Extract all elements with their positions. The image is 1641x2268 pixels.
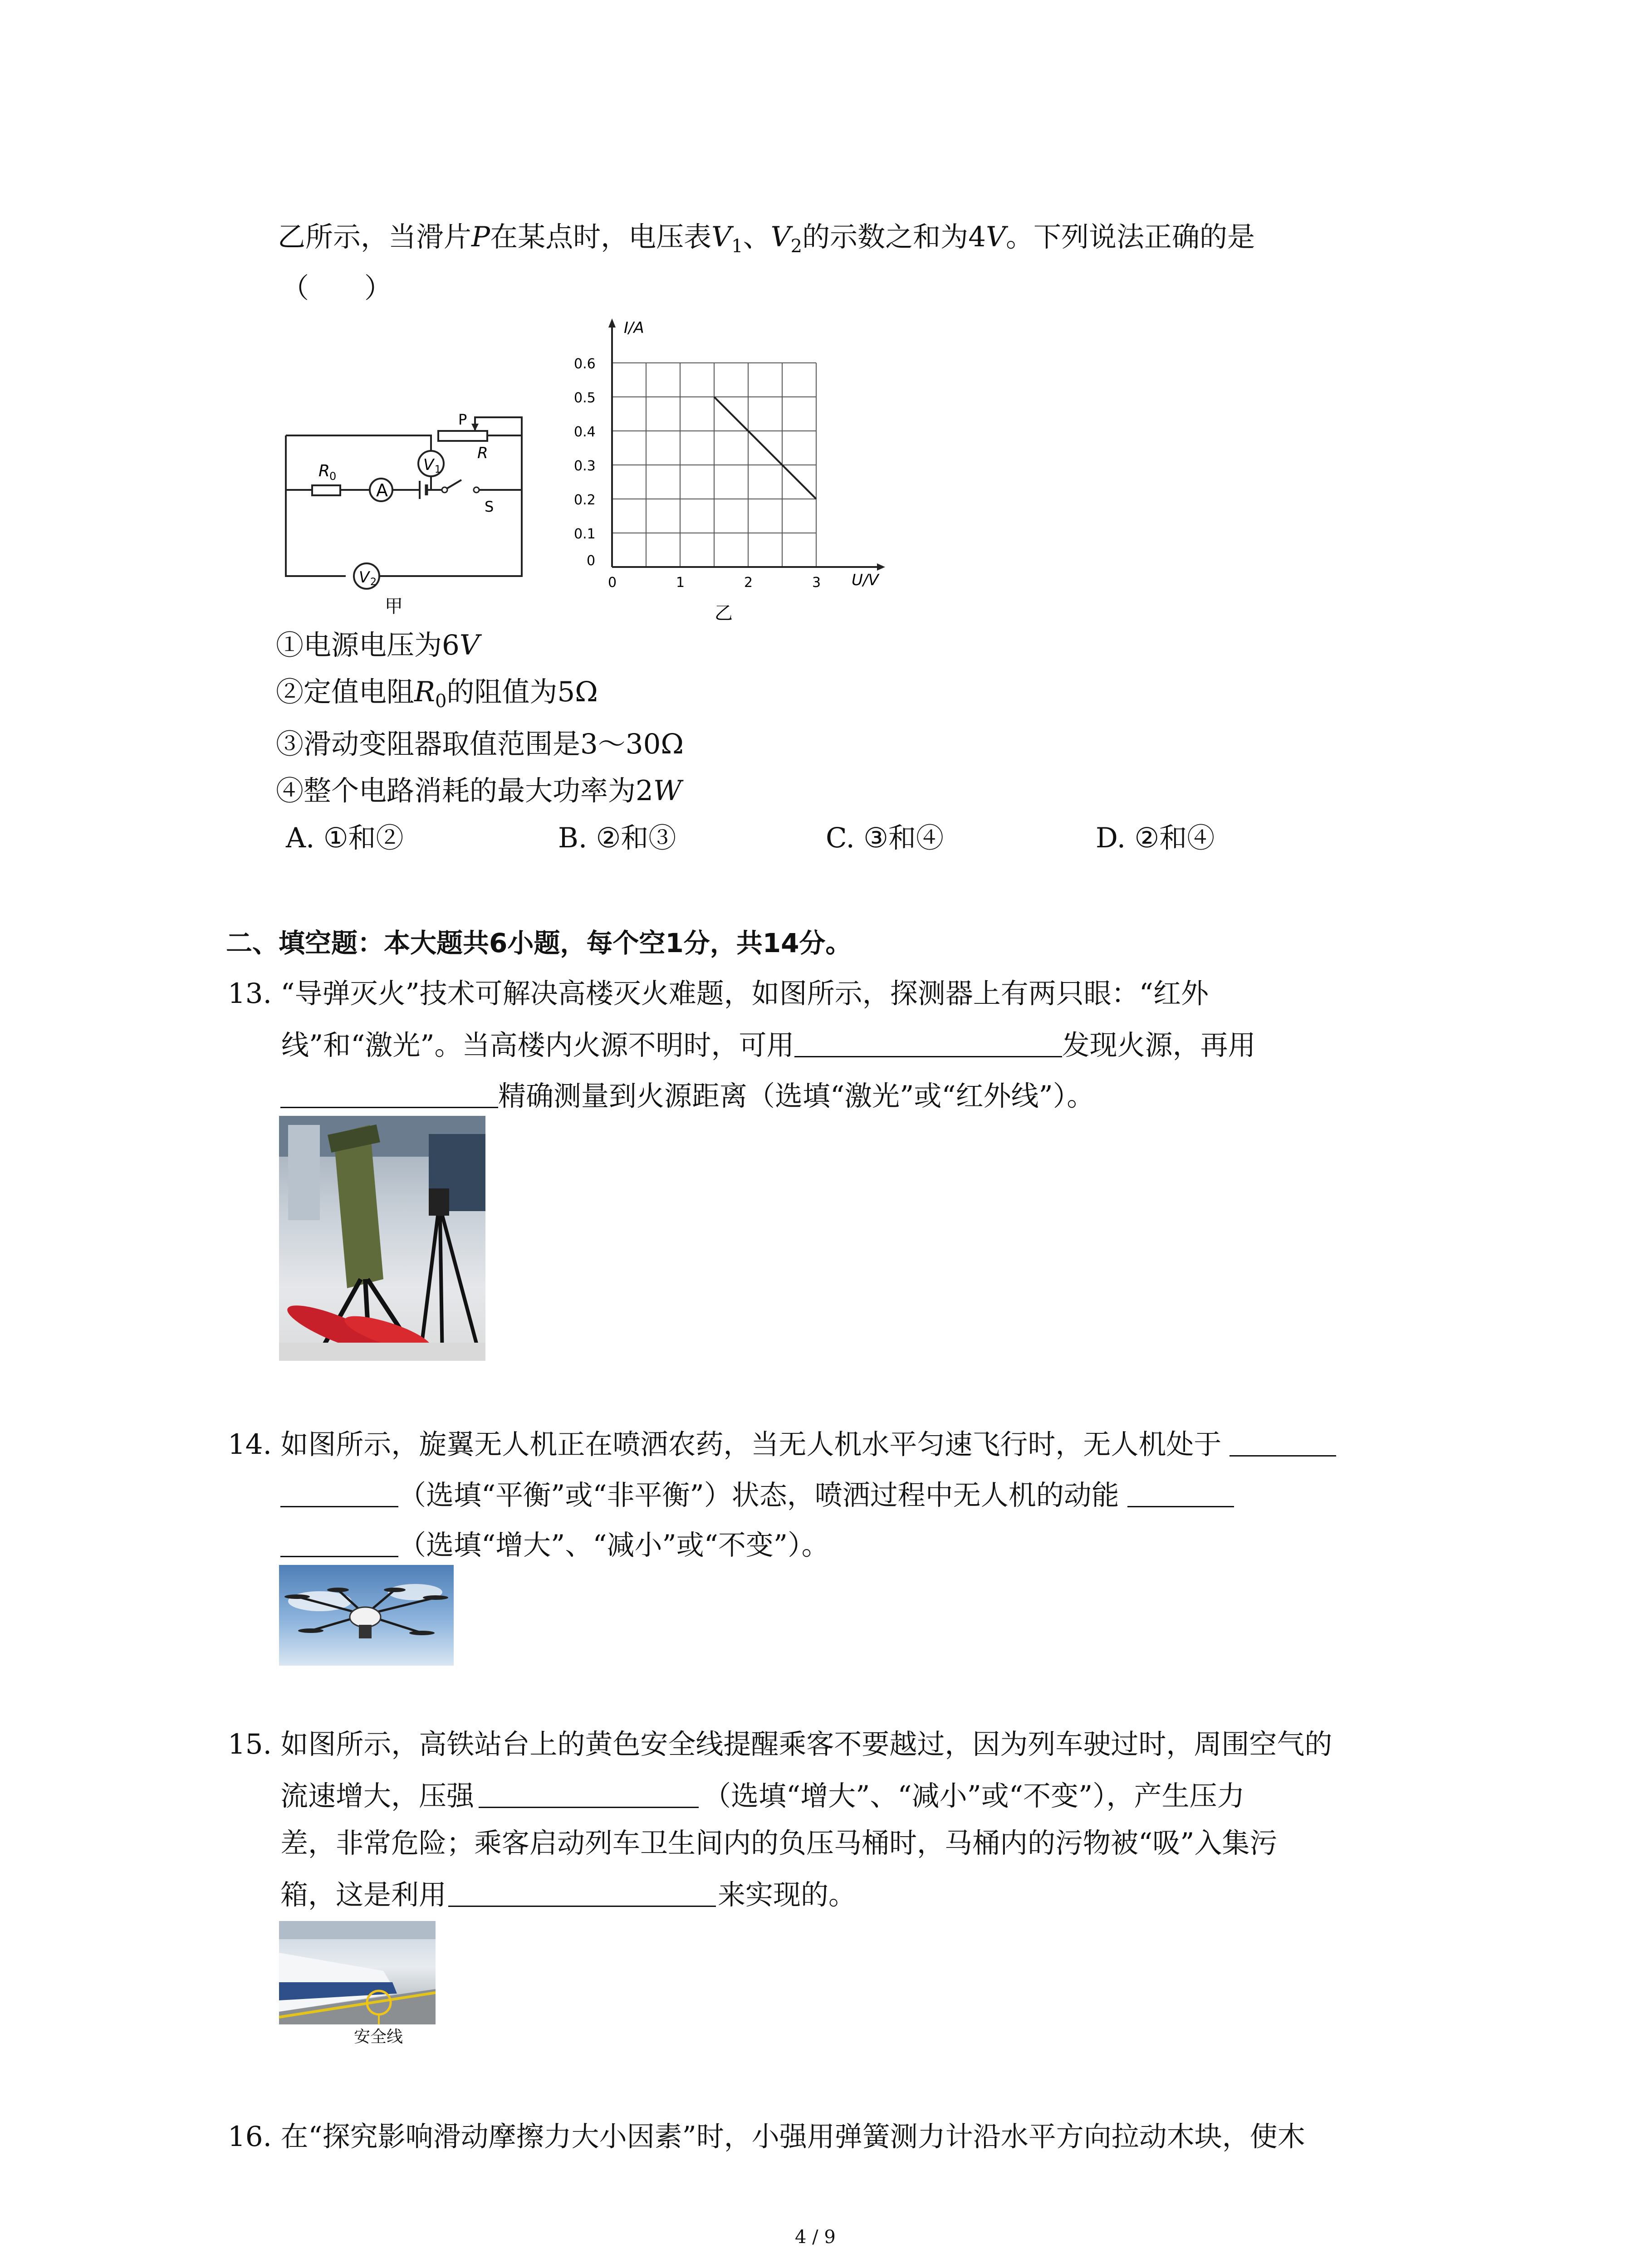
section-2-heading: 二、填空题：本大题共6小题，每个空1分，共14分。 [226,928,852,958]
q14-line-3: （选填“增大”、“减小”或“不变”）。 [280,1530,829,1559]
q15-line-3: 差，非常危险；乘客启动列车卫生间内的负压马桶时，马桶内的污物被“吸”入集污 [280,1827,1278,1859]
q15-blank-2[interactable] [448,1879,716,1907]
statement-3: ③滑动变阻器取值范围是3～30Ω [276,728,684,760]
q14-blank-1b[interactable] [280,1480,398,1507]
slider-p-label: P [458,411,467,428]
v1-sub: 1 [435,464,441,475]
option-a[interactable]: A. ①和② [286,822,404,854]
x-tick-label: 0 [608,575,617,591]
statement-1: ①电源电压为6V [276,629,480,661]
chart-series [714,397,816,499]
x-axis-label: U/V [852,571,879,589]
q15-blank-1[interactable] [479,1780,699,1808]
q13-blank-2[interactable] [280,1080,498,1108]
y-axis-label: I/A [624,319,644,337]
q13-line-2: 线”和“激光”。当高楼内火源不明时，可用 发现火源，再用 [281,1029,1256,1061]
option-b[interactable]: B. ②和③ [558,822,676,854]
v2-sub: 2 [370,577,377,588]
r0-label: R [318,462,330,480]
q16-line-1: 16. 在“探究影响滑动摩擦力大小因素”时，小强用弹簧测力计沿水平方向拉动木块，使木 [228,2121,1305,2153]
y-tick-label: 0.2 [574,492,596,508]
v1-label: V [423,456,434,474]
q14-line-2: （选填“平衡”或“非平衡”）状态，喷洒过程中无人机的动能 [280,1480,1234,1509]
q12-answer-parentheses: （ ） [281,272,392,304]
q15-line-2: 流速增大，压强 （选填“增大”、“减小”或“不变”），产生压力 [280,1780,1245,1812]
option-c[interactable]: C. ③和④ [826,822,944,854]
chart-grid [612,363,816,567]
figure-yi-label: 乙 [715,603,733,624]
y-tick-label: 0 [587,553,596,569]
option-d[interactable]: D. ②和④ [1096,822,1215,854]
y-tick-label: 0.5 [574,390,596,406]
q15-line-4: 箱，这是利用 来实现的。 [280,1879,857,1911]
circuit-diagram-jia [281,404,535,626]
q14-blank-2a[interactable] [1127,1480,1234,1507]
x-tick-label: 3 [812,575,821,591]
q13-line-3: 精确测量到火源距离（选填“激光”或“红外线”）。 [280,1080,1094,1110]
q13-blank-1[interactable] [794,1030,1062,1057]
y-tick-label: 0.4 [574,424,596,440]
statement-2: ②定值电阻$R_0$的阻值为5Ω [276,676,598,712]
x-tick-label: 1 [676,575,685,591]
ammeter-label: A [376,480,388,500]
q12-intro-line: 乙所示，当滑片P在某点时，电压表$V_1$、$V_2$的示数之和为4V。下列说法正确的是 [278,221,1255,257]
y-tick-label: 0.1 [574,526,596,542]
page-number: 4 / 9 [795,2227,836,2248]
switch-s-label: S [485,498,494,515]
q14-line-1: 14. 如图所示，旋翼无人机正在喷洒农药，当无人机水平匀速飞行时，无人机处于 [228,1429,1336,1458]
v2-label: V [359,568,370,587]
y-tick-label: 0.3 [574,458,596,474]
statement-4: ④整个电路消耗的最大功率为2W [276,775,682,807]
q13-launcher-photo [279,1116,485,1361]
r0-sub: 0 [329,470,337,483]
q14-blank-1a[interactable] [1230,1429,1336,1457]
iu-line [714,397,816,499]
q14-blank-2b[interactable] [280,1530,398,1557]
iu-graph-yi [565,313,905,631]
q15-line-1: 15. 如图所示，高铁站台上的黄色安全线提醒乘客不要越过，因为列车驶过时，周围空气的 [228,1728,1332,1760]
rheostat-r-label: R [477,444,488,462]
figure-jia-label: 甲 [385,596,403,617]
y-tick-label: 0.6 [574,356,596,372]
chart-ticks [574,356,821,591]
q15-train-photo [279,1921,436,2024]
q13-line-1: 13. “导弹灭火”技术可解决高楼灭火难题，如图所示，探测器上有两只眼：“红外 [228,978,1209,1010]
q15-safety-line-caption: 安全线 [354,2028,403,2046]
q14-drone-photo [279,1565,454,1666]
x-tick-label: 2 [744,575,753,591]
